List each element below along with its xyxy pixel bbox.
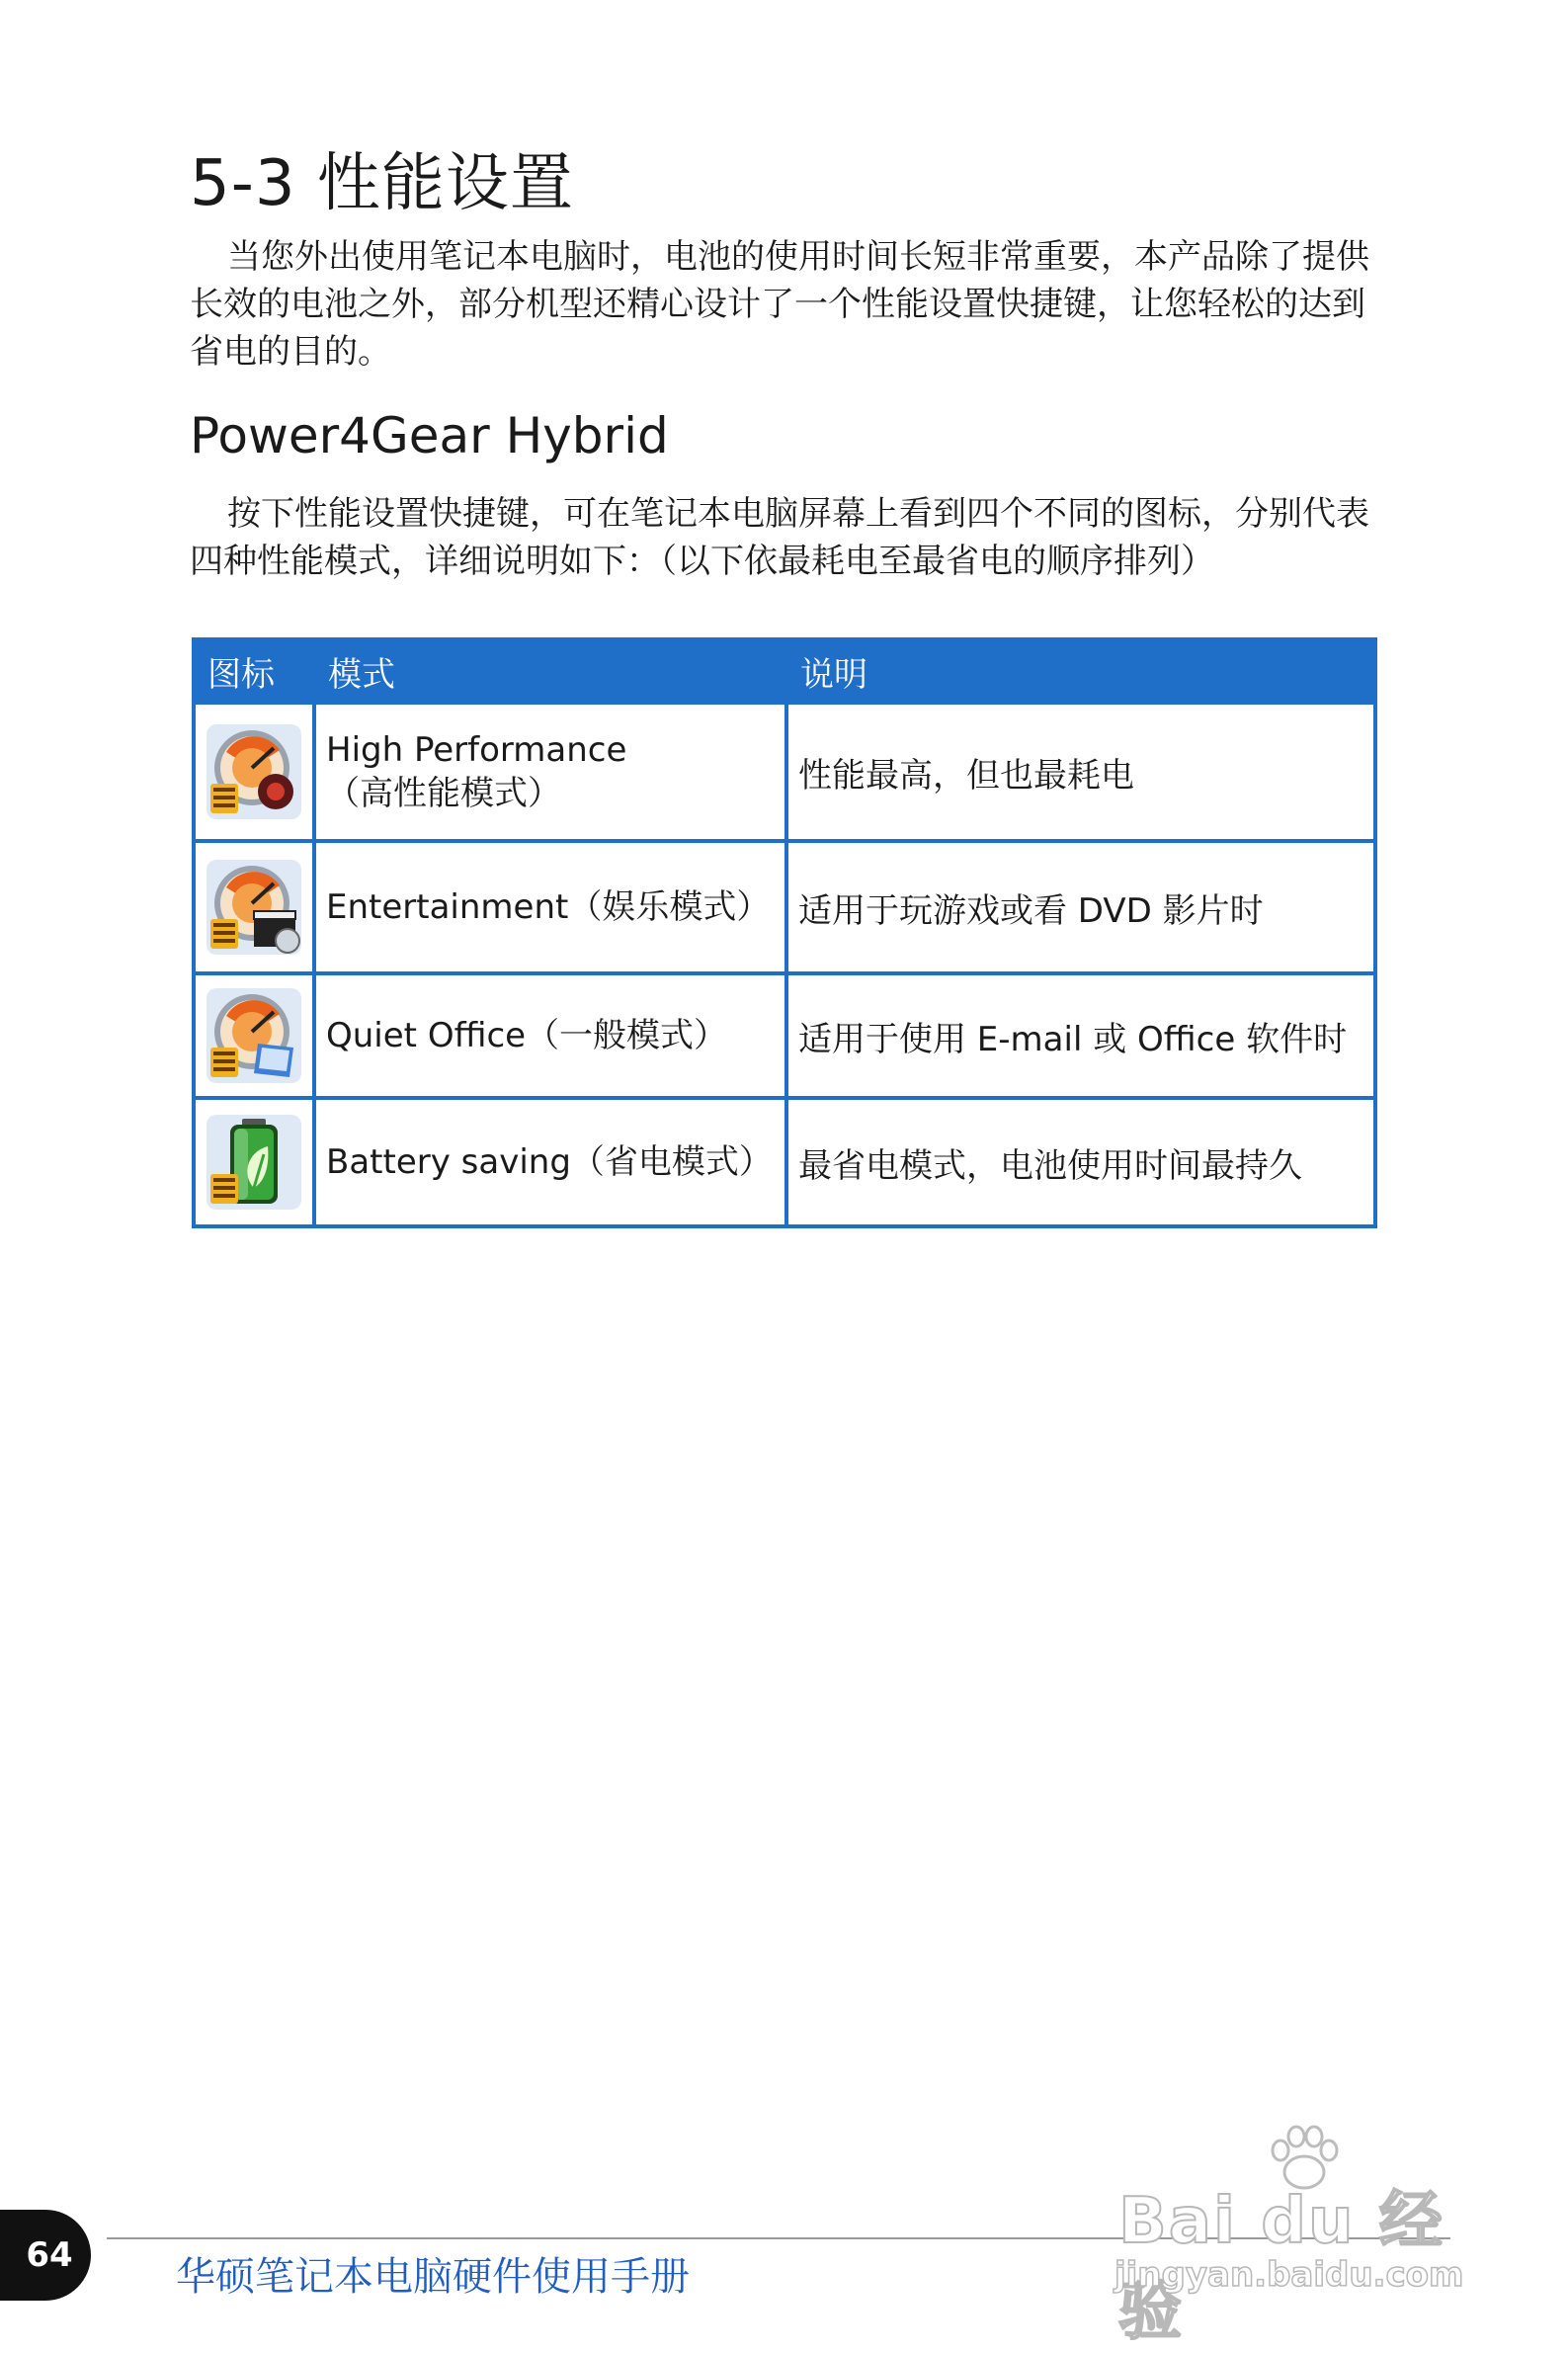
gauge-clapper-icon [205,858,303,957]
power-modes-table [192,637,1377,1228]
mode-cell [314,841,786,973]
gauge-tool-icon [205,722,303,821]
header-description: 说明 [786,639,1375,703]
watermark-url: jingyan.baidu.com [1114,2255,1464,2295]
table-row-battery-saving [194,1098,1375,1226]
mode-name: Entertainment（娱乐模式） [326,887,771,927]
icon-cell [194,1098,314,1226]
table-header-row [194,639,1375,703]
icon-cell [194,703,314,841]
mode-name-cn: （高性能模式） [326,774,561,813]
table-row-entertainment [194,841,1375,973]
header-mode: 模式 [314,639,786,703]
page-number: 64 [0,2210,91,2301]
description-cell: 适用于使用 E-mail 或 Office 软件时 [786,973,1375,1098]
mode-cell [314,1098,786,1226]
mode-name: Quiet Office（一般模式） [326,1016,728,1055]
mode-name: High Performance [326,730,627,770]
mode-cell [314,973,786,1098]
description-cell: 最省电模式，电池使用时间最持久 [786,1098,1375,1226]
watermark-brand: Bai du 经验 [1118,2185,1444,2349]
mode-name: Battery saving（省电模式） [326,1142,773,1182]
description-cell: 适用于玩游戏或看 DVD 影片时 [786,841,1375,973]
table-row-quiet-office [194,973,1375,1098]
header-icon: 图标 [194,639,314,703]
intro-text: 当您外出使用笔记本电脑时，电池的使用时间长短非常重要，本产品除了提供长效的电池之外，部分机型还精心设计了一个性能设置快捷键，让您轻松的达到省电的目的。 [190,237,1369,372]
baidu-watermark [1107,2125,1482,2349]
table-row-high-performance [194,703,1375,841]
section-title: 5-3 性能设置 [190,147,574,220]
mode-cell [314,703,786,841]
description-cell: 性能最高，但也最耗电 [786,703,1375,841]
description-text: 按下性能设置快捷键，可在笔记本电脑屏幕上看到四个不同的图标，分别代表四种性能模式，详细说明如下：（以下依最耗电至最省电的顺序排列） [190,494,1369,581]
description-paragraph [190,490,1375,585]
subsection-title: Power4Gear Hybrid [190,407,669,464]
gauge-office-icon [205,986,303,1085]
icon-cell [194,841,314,973]
battery-leaf-icon [205,1113,303,1212]
intro-paragraph [190,233,1375,376]
footer-manual-title: 华硕笔记本电脑硬件使用手册 [176,2254,690,2300]
icon-cell [194,973,314,1098]
